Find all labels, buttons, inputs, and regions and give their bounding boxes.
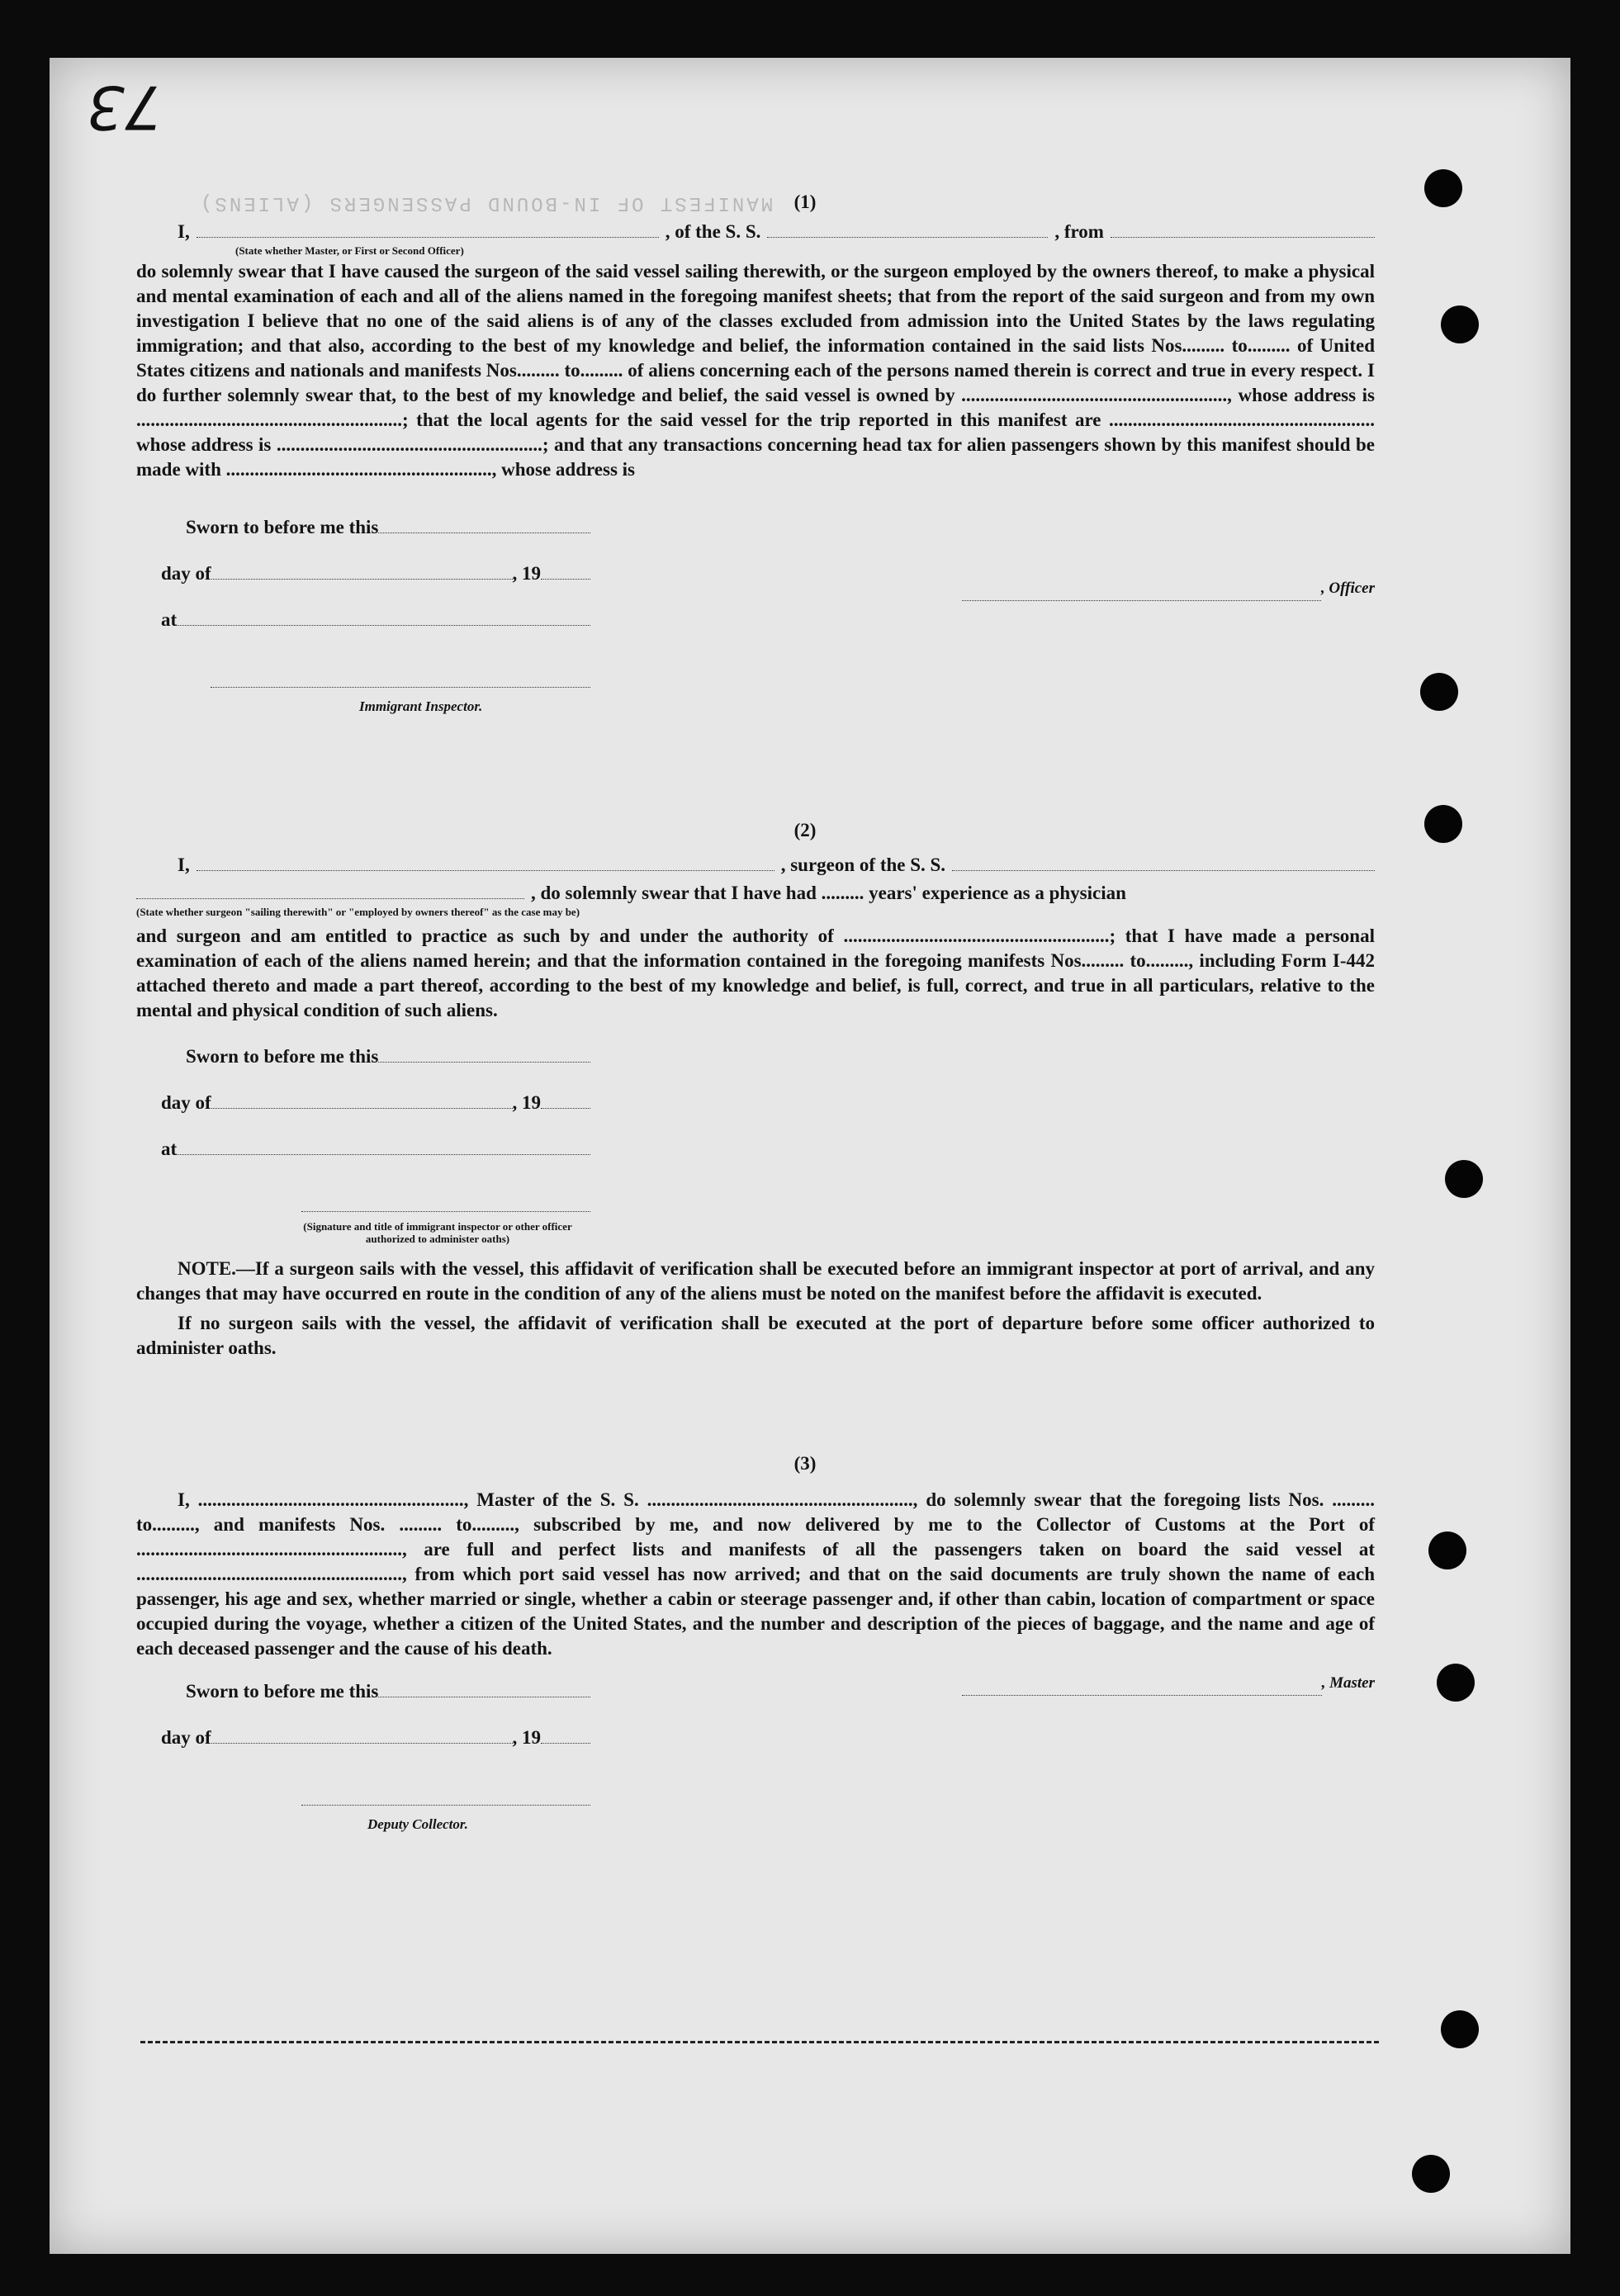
label: , do solemnly swear that I have had ......... years' experience as a physician [531,883,1126,903]
section-2-caption: (State whether surgeon "sailing therewith" or "employed by owners thereof" as the case may be) [136,906,580,918]
punch-hole [1445,1160,1483,1198]
day-blank[interactable] [211,562,513,580]
from-port-blank[interactable] [1111,220,1375,238]
label: Sworn to before me this [186,1681,379,1702]
affidavit-content [136,190,1375,1837]
surgeon-status-blank[interactable] [136,882,524,899]
punch-hole [1424,169,1462,207]
bottom-divider [140,2041,1379,2043]
note-paragraph-2: If no surgeon sails with the vessel, the affidavit of verification shall be executed at the port of departure before some officer authorized to administer oaths. [136,1313,1375,1358]
day-blank[interactable] [211,1091,513,1109]
section-1-sworn-block [161,494,590,719]
day-blank[interactable] [211,1726,513,1744]
inspector-caption: Immigrant Inspector. [359,698,483,714]
master-signature-line[interactable] [962,1678,1322,1696]
section-2-sworn-block [161,1044,590,1245]
sworn-blank[interactable] [378,1045,590,1063]
label: at [161,609,178,630]
label: , 19 [512,1092,541,1113]
section-2-number: (2) [793,820,817,840]
officer-signature-line[interactable] [962,584,1321,601]
label: , of the S. S. [665,221,761,242]
section-1-number: (1) [793,192,817,212]
officer-label: , Officer [1320,580,1375,597]
sworn-blank[interactable] [378,1680,590,1697]
inspector-signature-line[interactable] [211,670,590,688]
label: I, [178,221,190,242]
label: Sworn to before me this [186,517,379,537]
signature-caption: (Signature and title of immigrant inspector or other officer authorized to administer oaths) [303,1220,572,1245]
section-3-number: (3) [793,1453,817,1474]
punch-hole [1420,673,1458,711]
punch-hole [1412,2155,1450,2193]
vessel-name-blank[interactable] [767,220,1048,238]
section-2-paragraph: and surgeon and am entitled to practice as such by and under the authority of ........................................................; that I have made a personal examination of each of the aliens named herein; and that the information contained in the foregoing manifests Nos......... to........., including Form I-442 attached thereto and made a part thereof, according to the best of my knowledge and belief, is full, correct, and true in all particulars, relative to the mental and physical condition of such aliens. [136,926,1375,1020]
master-name-blank[interactable] [197,220,659,238]
punch-hole [1424,805,1462,843]
section-1-caption: (State whether Master, or First or Second Officer) [235,244,464,257]
section-2-line2 [136,881,1375,906]
year-blank[interactable] [541,1091,590,1109]
label: , 19 [512,563,541,584]
surgeon-name-blank[interactable] [197,854,774,871]
label: day of [161,563,211,584]
label: I, [178,854,190,875]
section-1-paragraph: do solemnly swear that I have caused the surgeon of the said vessel sailing therewith, or the surgeon employed by the owners thereof, to make a physical and mental examination of each and all of the aliens named in the foregoing manifest sheets; that from the report of the said surgeon and from my own investigation I believe that no one of the said aliens is of any of the classes excluded from admission into the United States by the laws regulating immigration; and that also, according to the best of my knowledge and belief, the information contained in the said lists Nos......... to......... of United States citizens and nationals and manifests Nos......... to......... of aliens concerning each of the persons named therein is correct and true in every respect. I do further solemnly swear that, to the best of my knowledge and belief, the said vessel is owned by ........................................................, whose address is ........................................................; that the local agents for the said vessel for the trip reported in this manifest are ........................................................ whose address is ........................................................; and that any transactions concerning head tax for alien passengers shown by this manifest should be made with ........................................................, whose address is [136,261,1375,480]
label: , from [1054,221,1104,242]
master-label: , Master [1321,1674,1375,1692]
section-3-sworn-block [161,1658,590,1837]
year-blank[interactable] [541,562,590,580]
surgeon-vessel-blank[interactable] [952,854,1375,871]
label: day of [161,1092,211,1113]
section-2-line1 [136,853,1375,878]
label: at [161,1139,178,1159]
sworn-blank[interactable] [378,516,590,533]
collector-signature-line[interactable] [301,1788,590,1806]
punch-hole [1441,2010,1479,2048]
officer-signature-line[interactable] [301,1195,590,1212]
section-3-paragraph: I, ........................................................, Master of the S. S. ........................................................, do solemnly swear that the foregoing lists Nos. ......... to........., and manifests Nos. ......... to........., subscribed by me, and now delivered by me to the Collector of Customs at the Port of ........................................................, are full and perfect lists and manifests of all the passengers taken on board the said vessel at ........................................................, from which port said vessel has now arrived; and that on the said documents are truly shown the name of each passenger, his age and sex, whether married or single, whether a cabin or steerage passenger and, if other than cabin, location of compartment or space occupied during the voyage, whether a citizen of the United States, and the number and description of the pieces of baggage, and the name and age of each deceased passenger and the cause of his death. [136,1489,1375,1659]
at-blank[interactable] [177,1138,590,1155]
collector-caption: Deputy Collector. [367,1816,468,1832]
bleed-through-header: MANIFEST OF IN-BOUND PASSENGERS (ALIENS) [198,192,774,214]
section-1-line1 [136,220,1375,244]
note-paragraph-1: NOTE.—If a surgeon sails with the vessel, this affidavit of verification shall be executed before an immigrant inspector at port of arrival, and any changes that may have occurred en route in the condition of any of the aliens must be noted on the manifest before the affidavit is executed. [136,1258,1375,1304]
punch-hole [1441,305,1479,343]
at-blank[interactable] [177,608,590,626]
label: , 19 [512,1727,541,1748]
label: day of [161,1727,211,1748]
punch-hole [1437,1664,1475,1702]
label: , surgeon of the S. S. [780,854,946,875]
label: Sworn to before me this [186,1046,379,1067]
handwritten-page-mark: 73 [87,73,163,142]
punch-hole [1428,1531,1466,1569]
year-blank[interactable] [541,1726,590,1744]
